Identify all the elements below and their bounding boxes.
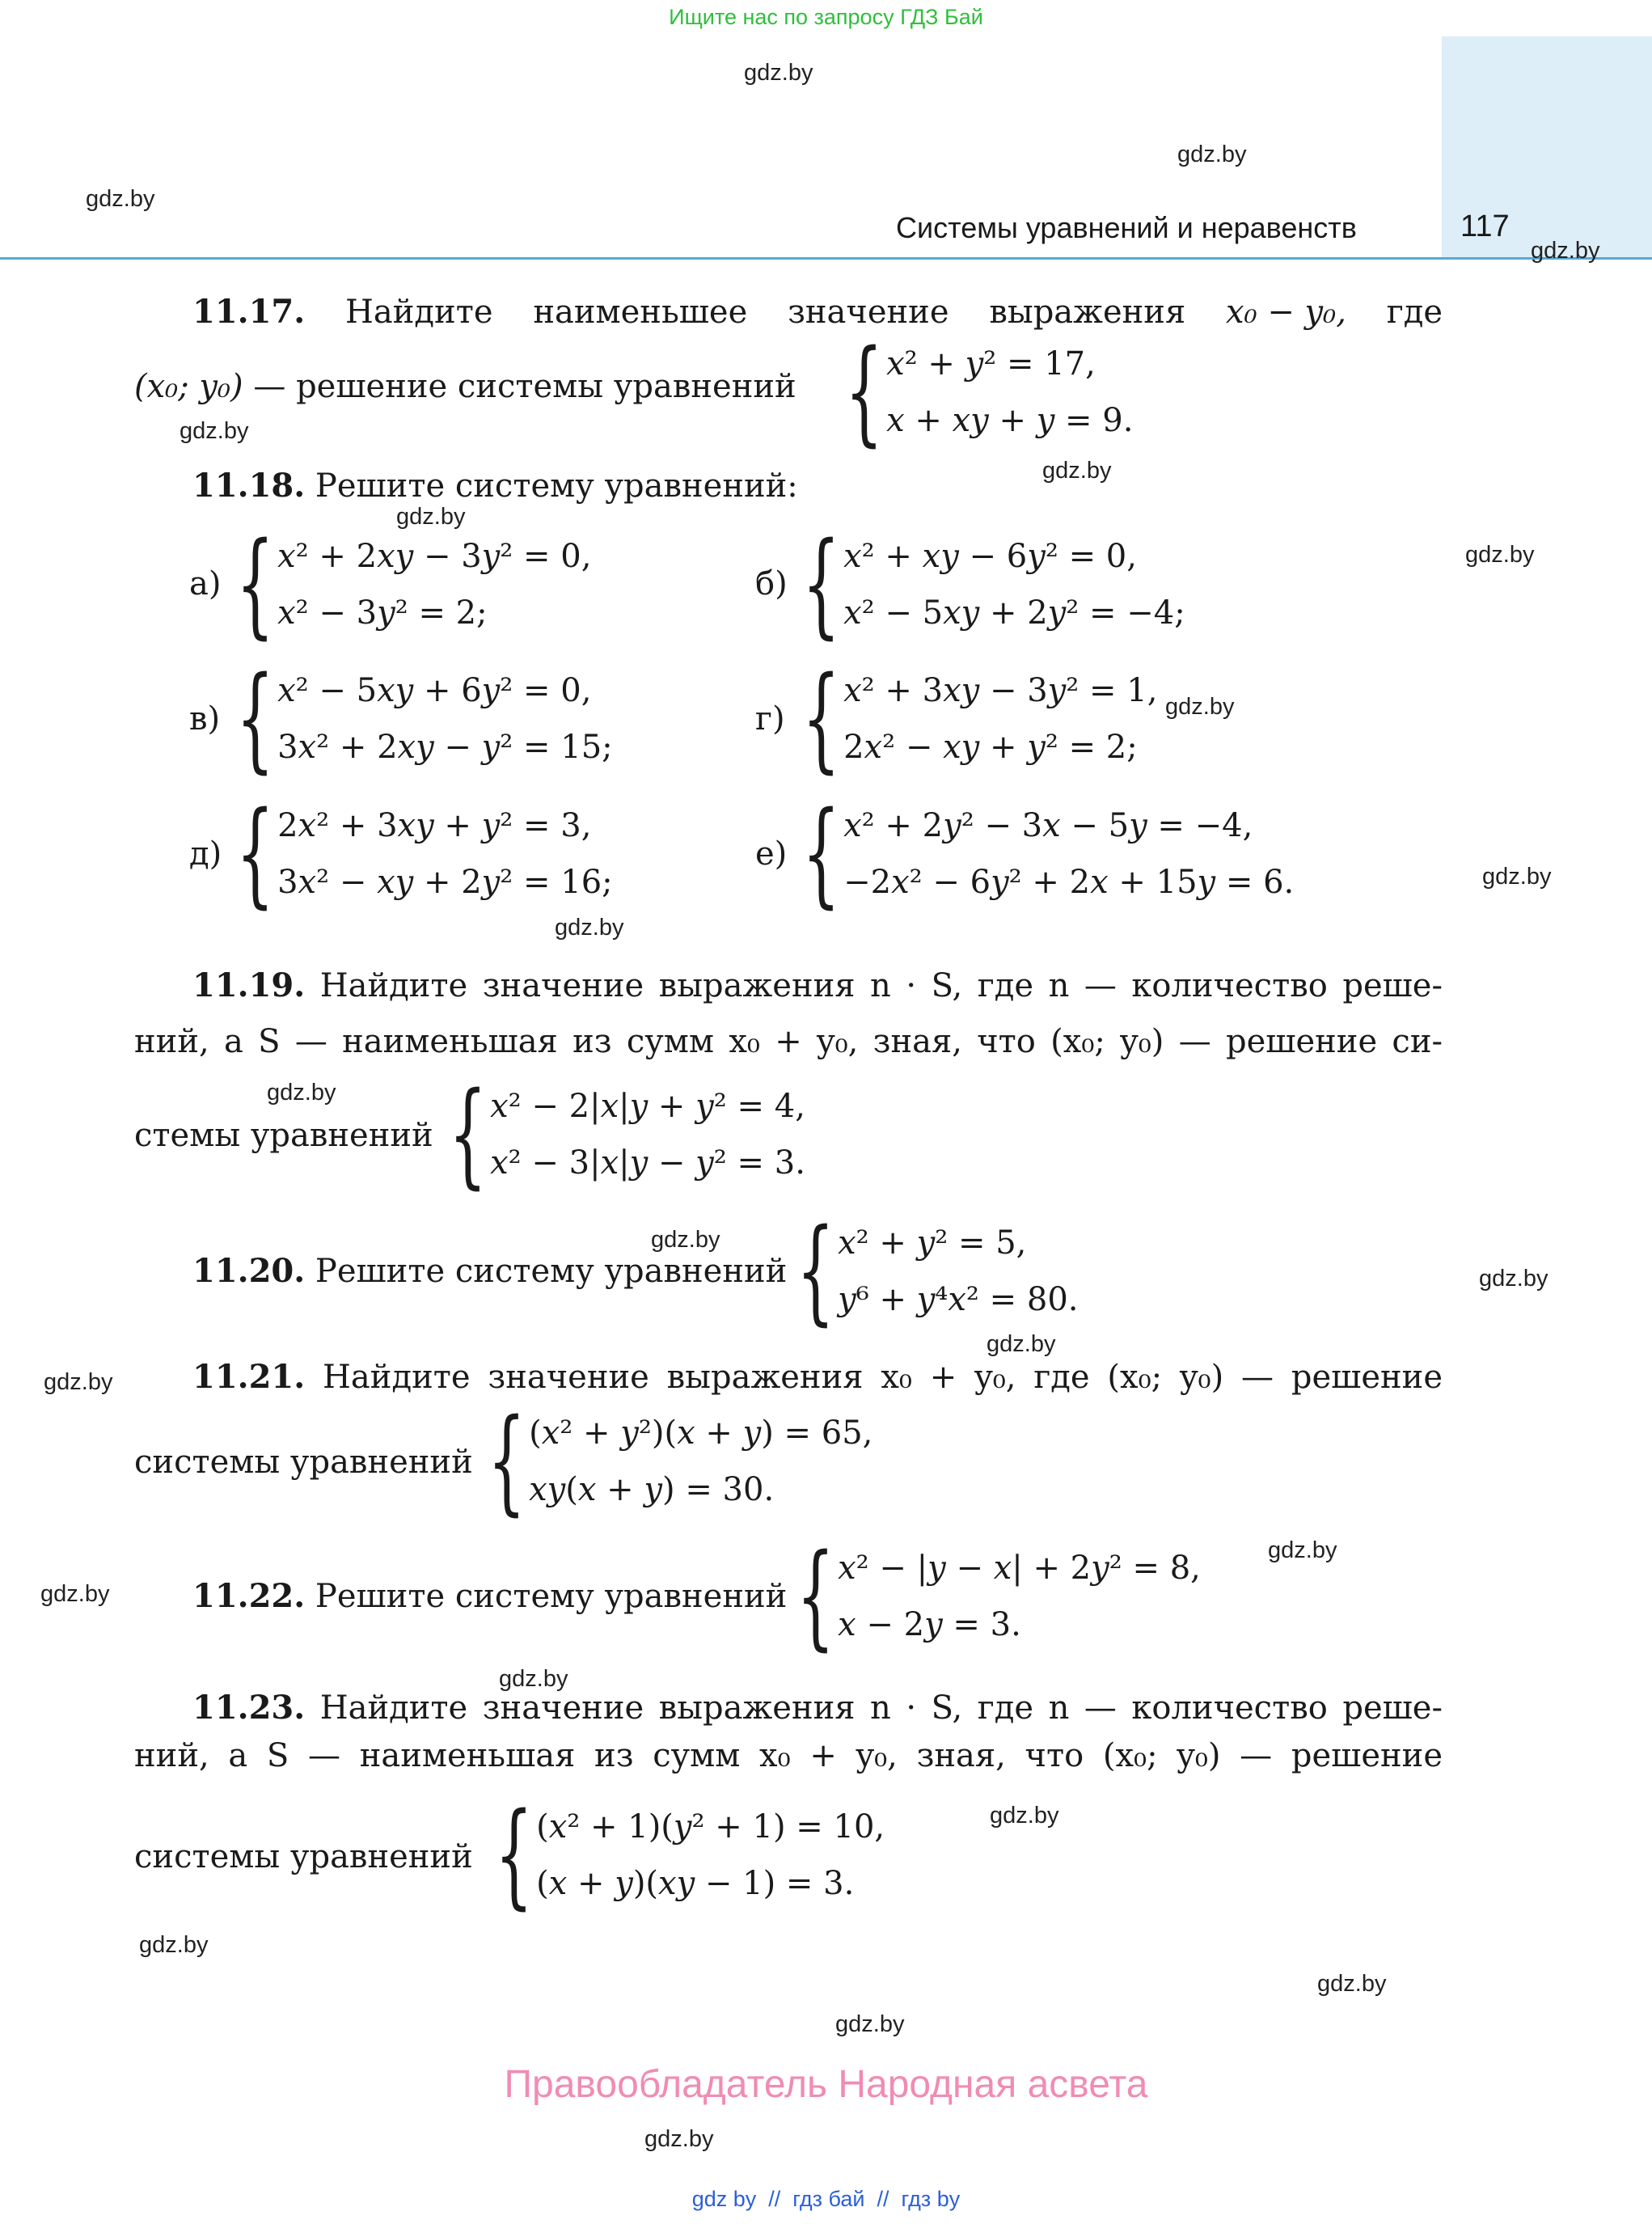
problem-11-21-line1 — [192, 1354, 1443, 1401]
brace-icon: { — [236, 518, 275, 651]
word: наименьшее — [533, 294, 748, 331]
watermark: gdz.by — [267, 1080, 336, 1106]
equation: 3x² + 2xy − y² = 15; — [277, 729, 613, 766]
watermark: gdz.by — [40, 1581, 110, 1607]
part-label: в) — [189, 700, 221, 738]
word: Найдите — [345, 294, 493, 331]
brace-icon: { — [495, 1789, 534, 1922]
system-11-17 — [845, 326, 1134, 459]
problem-text: Решите систему уравнений: — [315, 467, 798, 505]
watermark: gdz.by — [1482, 864, 1552, 890]
system-11-18-a — [236, 518, 592, 651]
brace-icon: { — [236, 653, 275, 785]
equation: 2x² + 3xy + y² = 3, — [277, 807, 592, 844]
equation: y⁶ + y⁴x² = 80. — [838, 1281, 1079, 1318]
section-title: Системы уравнений и неравенств — [896, 211, 1357, 244]
watermark: gdz.by — [1531, 238, 1600, 264]
equation: x² + y² = 17, — [886, 345, 1096, 383]
brace-icon: { — [236, 788, 275, 920]
watermark: gdz.by — [1479, 1266, 1548, 1292]
equation: x² − |y − x| + 2y² = 8, — [838, 1550, 1201, 1587]
equation: xy(x + y) = 30. — [529, 1471, 775, 1508]
system-11-22 — [796, 1530, 1201, 1663]
part-label: а) — [189, 565, 222, 603]
brace-icon: { — [796, 1530, 835, 1663]
part-label: г) — [755, 700, 785, 738]
page-number: 117 — [1460, 209, 1510, 243]
equation: 2x² − xy + y² = 2; — [843, 729, 1138, 766]
watermark: gdz.by — [835, 2011, 905, 2037]
watermark: gdz.by — [555, 915, 624, 941]
system-11-23 — [495, 1789, 885, 1922]
equation: x² − 5xy + 2y² = −4; — [843, 594, 1185, 632]
brace-icon: { — [449, 1068, 488, 1201]
watermark: gdz.by — [744, 60, 813, 86]
problem-text: Найдите значение выражения n · S, где n — количество реше- — [319, 1689, 1443, 1727]
problem-number: 11.18. — [192, 467, 306, 505]
problem-11-23-line1 — [192, 1685, 1443, 1731]
problem-11-19-line2: ний, а S — наименьшая из сумм x₀ + y₀, зная, что (x₀; y₀) — решение си- — [134, 1023, 1443, 1060]
problem-11-18 — [192, 463, 798, 509]
problem-number: 11.19. — [192, 966, 306, 1004]
system-11-20 — [796, 1205, 1079, 1338]
system-11-18-v — [236, 653, 613, 785]
part-label: е) — [755, 835, 788, 873]
equation: x − 2y = 3. — [838, 1606, 1021, 1643]
equation: (x² + y²)(x + y) = 65, — [529, 1414, 873, 1452]
watermark: gdz.by — [1042, 458, 1112, 484]
system-11-21 — [488, 1395, 873, 1528]
header-rule — [0, 257, 1652, 260]
problem-number: 11.22. — [192, 1577, 306, 1615]
problem-text: Найдите значение выражения x₀ + y₀, где (x₀; y₀) — решение — [323, 1359, 1443, 1396]
solution-pair: (x₀; y₀) — [134, 368, 243, 405]
equation: x² + 3xy − 3y² = 1, — [843, 672, 1158, 709]
brace-icon: { — [488, 1395, 526, 1528]
problem-11-20 — [192, 1248, 787, 1295]
system-11-18-b — [802, 518, 1185, 651]
watermark: gdz.by — [180, 418, 249, 444]
problem-number: 11.23. — [192, 1689, 306, 1727]
problem-11-23-line2: ний, а S — наименьшая из сумм x₀ + y₀, зная, что (x₀; y₀) — решение — [134, 1737, 1443, 1774]
problem-11-17-line1 — [192, 289, 1443, 336]
watermark: gdz.by — [651, 1227, 720, 1253]
problem-11-21-line2: системы уравнений — [134, 1444, 473, 1481]
problem-number: 11.21. — [192, 1358, 306, 1396]
problem-number: 11.17. — [192, 293, 306, 331]
expression: x₀ − y₀, — [1226, 294, 1346, 331]
problem-text: Найдите значение выражения n · S, где n — количество реше- — [319, 967, 1443, 1004]
watermark: gdz.by — [44, 1369, 113, 1395]
watermark: gdz.by — [396, 504, 466, 530]
word: где — [1386, 294, 1443, 331]
watermark: gdz.by — [990, 1803, 1059, 1829]
brace-icon: { — [796, 1205, 835, 1338]
watermark: gdz.by — [499, 1666, 568, 1692]
equation: x² + y² = 5, — [838, 1224, 1027, 1262]
watermark: gdz.by — [987, 1331, 1056, 1357]
problem-text: — решение системы уравнений — [253, 368, 796, 405]
watermark: gdz.by — [1165, 694, 1235, 720]
problem-text: Решите систему уравнений — [315, 1253, 788, 1290]
brace-icon: { — [845, 326, 884, 459]
footer-links[interactable]: gdz by // гдз бай // гдз by — [691, 2187, 961, 2211]
problem-11-22 — [192, 1573, 787, 1620]
equation: (x² + 1)(y² + 1) = 10, — [536, 1808, 885, 1846]
word: выражения — [989, 294, 1186, 331]
equation: 3x² − xy + 2y² = 16; — [277, 864, 613, 901]
equation: x² + xy − 6y² = 0, — [843, 538, 1137, 575]
equation: x² − 2|x|y + y² = 4, — [490, 1088, 805, 1125]
brace-icon: { — [802, 653, 841, 785]
watermark: gdz.by — [1317, 1971, 1387, 1997]
part-label: б) — [755, 565, 788, 603]
equation: x² − 5xy + 6y² = 0, — [277, 672, 592, 709]
equation: x² + 2y² − 3x − 5y = −4, — [843, 807, 1253, 844]
system-11-19 — [449, 1068, 805, 1201]
problem-text: Решите систему уравнений — [315, 1578, 788, 1615]
problem-11-19-line3: стемы уравнений — [134, 1117, 433, 1154]
brace-icon: { — [802, 518, 841, 651]
equation: x² + 2xy − 3y² = 0, — [277, 538, 592, 575]
equation: x² − 3|x|y − y² = 3. — [490, 1144, 805, 1182]
equation: (x + y)(xy − 1) = 3. — [536, 1865, 855, 1902]
copyright-notice: Правообладатель Народная асвета — [504, 2063, 1148, 2106]
system-11-18-d — [236, 788, 613, 920]
problem-11-19-line1 — [192, 962, 1443, 1009]
watermark: gdz.by — [1465, 542, 1535, 568]
watermark: gdz.by — [86, 186, 155, 212]
watermark: gdz.by — [644, 2126, 714, 2152]
equation: x + xy + y = 9. — [886, 402, 1134, 439]
problem-11-23-line3: системы уравнений — [134, 1838, 473, 1875]
watermark: gdz.by — [1268, 1537, 1337, 1563]
problem-11-17-line2 — [134, 363, 796, 410]
top-banner[interactable]: Ищите нас по запросу ГДЗ Бай — [669, 5, 983, 29]
watermark: gdz.by — [139, 1932, 209, 1958]
brace-icon: { — [802, 788, 841, 920]
watermark: gdz.by — [1177, 142, 1247, 167]
part-label: д) — [189, 835, 222, 873]
word: значение — [788, 294, 949, 331]
system-11-18-g — [802, 653, 1158, 785]
system-11-18-e — [802, 788, 1295, 920]
equation: x² − 3y² = 2; — [277, 594, 488, 632]
problem-number: 11.20. — [192, 1252, 306, 1290]
equation: −2x² − 6y² + 2x + 15y = 6. — [843, 864, 1295, 901]
